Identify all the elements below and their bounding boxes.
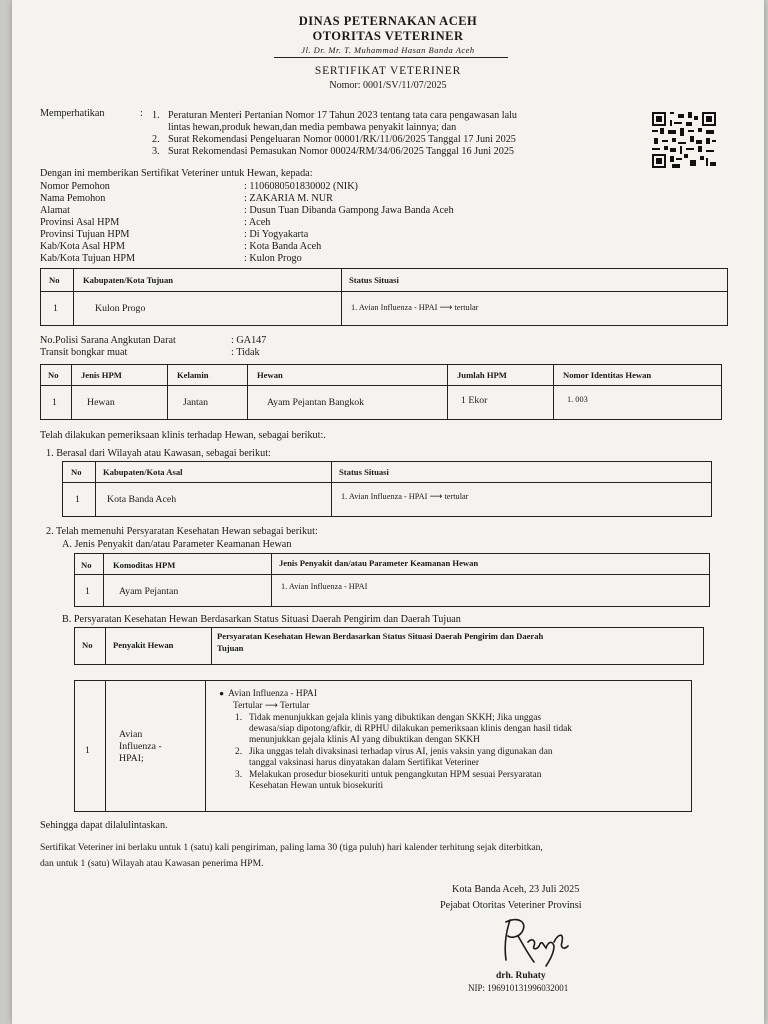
column-header: No [49,275,60,285]
column-header: Jumlah HPM [457,370,507,380]
table-cell: Kulon Progo [95,303,146,314]
table-cell: 1 [85,586,90,597]
identity-value: : Kota Banda Aceh [244,241,322,252]
considering-item-num: 3. [152,146,160,157]
signatory-nip: NIP: 196910131996032001 [468,983,569,993]
disease-name-line: Avian [119,729,143,740]
table-cell: 1 [52,397,57,408]
requirement-num: 3. [235,770,243,780]
considering-item-num: 2. [152,134,160,145]
considering-item-text: Surat Rekomendasi Pengeluaran Nomor 00001/RK/11/06/2025 Tanggal 17 Juni 2025 [168,134,516,145]
identity-label: Kab/Kota Tujuan HPM [40,253,136,264]
requirement-text: Tidak menunjukkan gejala klinis yang dibuktikan dengan SKKH; Jika unggas [249,713,542,723]
certificate-page [12,0,764,1024]
agency-name: DINAS PETERNAKAN ACEH [298,14,478,28]
transport-label: Transit bongkar muat [40,347,128,358]
identity-label: Kab/Kota Asal HPM [40,241,125,252]
table-cell: 1. Avian Influenza - HPAI [281,582,368,591]
table-cell: Ayam Pejantan [119,586,179,597]
validity-text: dan untuk 1 (satu) Wilayah atau Kawasan penerima HPM. [40,858,264,869]
column-header: Status Situasi [349,275,399,285]
column-header: Kabupaten/Kota Asal [103,467,183,477]
table-cell: 1 [75,494,80,505]
column-header: Tujuan [217,643,244,653]
disease-name-line: Influenza - [119,741,162,752]
considering-item-text: Surat Rekomendasi Pemasukan Nomor 00024/RM/34/06/2025 Tanggal 16 Juni 2025 [168,146,515,157]
bullet-icon: ● [219,689,225,698]
table-cell: 1. 003 [567,395,588,404]
column-header: Komoditas HPM [113,560,176,570]
considering-item-text: Peraturan Menteri Pertanian Nomor 17 Tahun 2023 tentang tata cara pengawasan lalu [168,110,518,121]
signatory-name: drh. Ruhaty [496,971,546,981]
table-cell: 1 Ekor [461,395,488,406]
requirement-table [74,680,692,812]
column-header: Kabupaten/Kota Tujuan [83,275,174,285]
section2a-title: A. Jenis Penyakit dan/atau Parameter Keamanan Hewan [62,539,292,550]
destination-table [40,268,728,326]
disease-parameter-table [74,553,710,607]
agency-address: Jl. Dr. Mr. T. Muhammad Hasan Banda Aceh [301,45,475,55]
authority-name: OTORITAS VETERINER [312,29,464,43]
bullet-item: ● Avian Influenza - HPAI [219,689,317,699]
document-number: Nomor: 0001/SV/11/07/2025 [329,80,447,91]
section2b-title: B. Persyaratan Kesehatan Hewan Berdasarkan Status Situasi Daerah Pengirim dan Daerah Tujuan [62,614,461,625]
section2-title: 2. Telah memenuhi Persyaratan Kesehatan Hewan sebagai berikut: [46,526,318,537]
transport-value: : Tidak [231,347,260,358]
column-header: Hewan [257,370,283,380]
arrow-icon: ⟶ [264,701,278,711]
disease-name-line: HPAI; [119,753,144,764]
identity-label: Alamat [40,205,70,216]
requirement-num: 2. [235,747,243,757]
table-cell: Jantan [183,397,209,408]
signatory-role: Pejabat Otoritas Veteriner Provinsi [440,900,582,911]
column-header: No [48,370,59,380]
identity-value: : 1106080501830002 (NIK) [244,181,358,192]
identity-value: : Kulon Progo [244,253,302,264]
table-cell: 1 [85,745,90,756]
document-title: SERTIFIKAT VETERINER [314,65,462,77]
identity-value: : Aceh [244,217,271,228]
considering-item-text: lintas hewan,produk hewan,dan media pembawa penyakit lainnya; dan [168,122,457,133]
arrow-icon: ⟶ [439,303,453,313]
origin-table [62,461,712,517]
table-cell: 1 [53,303,58,314]
requirement-text: tanggal vaksinasi harus dinyatakan dalam Sertifikat Veteriner [249,758,479,768]
handwritten-signature [488,912,578,970]
identity-value: : ZAKARIA M. NUR [244,193,333,204]
column-header: No [71,467,82,477]
column-header: Persyaratan Kesehatan Hewan Berdasarkan Status Situasi Daerah Pengirim dan Daerah [217,631,544,641]
considering-colon: : [140,108,143,119]
column-header: Jenis Penyakit dan/atau Parameter Keamanan Hewan [279,558,479,568]
identity-value: : Di Yogyakarta [244,229,309,240]
requirement-text: dewasa/siap dipotong/afkir, di RPHU dilakukan pemeriksaan klinis dengan hasil tidak [249,724,572,734]
identity-label: Nama Pemohon [40,193,106,204]
column-header: Nomor Identitas Hewan [563,370,652,380]
column-header: Penyakit Hewan [113,640,174,650]
transport-label: No.Polisi Sarana Angkutan Darat [40,335,176,346]
column-header: Jenis HPM [81,370,122,380]
requirement-text: Melakukan prosedur biosekuriti untuk pengangkutan HPM sesuai Persyaratan [249,770,542,780]
status-cell: 1. Avian Influenza - HPAI ⟶ tertular [351,303,479,313]
table-cell: Ayam Pejantan Bangkok [267,397,365,408]
header-divider [274,57,508,58]
identity-label: Provinsi Asal HPM [40,217,120,228]
identity-label: Nomor Pemohon [40,181,110,192]
transport-value: : GA147 [231,335,267,346]
closing-text: Sehingga dapat dilalulintaskan. [40,820,168,831]
status-transition: Tertular ⟶ Tertular [233,701,310,711]
requirement-num: 1. [235,713,243,723]
requirement-text: menunjukkan gejala klinis AI yang dibuktikan dengan SKKH [249,735,480,745]
requirement-text: Kesehatan Hewan untuk biosekuriti [249,781,384,791]
column-header: Kelamin [177,370,209,380]
status-cell: 1. Avian Influenza - HPAI ⟶ tertular [341,492,469,502]
column-header: Status Situasi [339,467,389,477]
requirement-header-table [74,627,704,665]
qr-code [652,112,716,168]
identity-label: Provinsi Tujuan HPM [40,229,130,240]
arrow-icon: ⟶ [429,492,443,502]
table-cell: Kota Banda Aceh [107,494,177,505]
validity-text: Sertifikat Veteriner ini berlaku untuk 1 (satu) kali pengiriman, paling lama 30 (tiga puluh) hari kalender terhitung sejak diterbitkan, [40,842,543,853]
animal-table [40,364,722,420]
exam-intro: Telah dilakukan pemeriksaan klinis terhadap Hewan, sebagai berikut:. [40,430,326,441]
intro-text: Dengan ini memberikan Sertifikat Veteriner untuk Hewan, kepada: [40,168,313,179]
requirement-text: Jika unggas telah divaksinasi terhadap virus AI, jenis vaksin yang digunakan dan [249,747,553,757]
section1-title: 1. Berasal dari Wilayah atau Kawasan, sebagai berikut: [46,448,271,459]
considering-label: Memperhatikan [40,108,105,119]
column-header: No [81,560,92,570]
considering-item-num: 1. [152,110,160,121]
table-cell: Hewan [87,397,115,408]
identity-value: : Dusun Tuan Dibanda Gampong Jawa Banda Aceh [244,205,454,216]
place-date: Kota Banda Aceh, 23 Juli 2025 [452,884,580,895]
column-header: No [82,640,93,650]
